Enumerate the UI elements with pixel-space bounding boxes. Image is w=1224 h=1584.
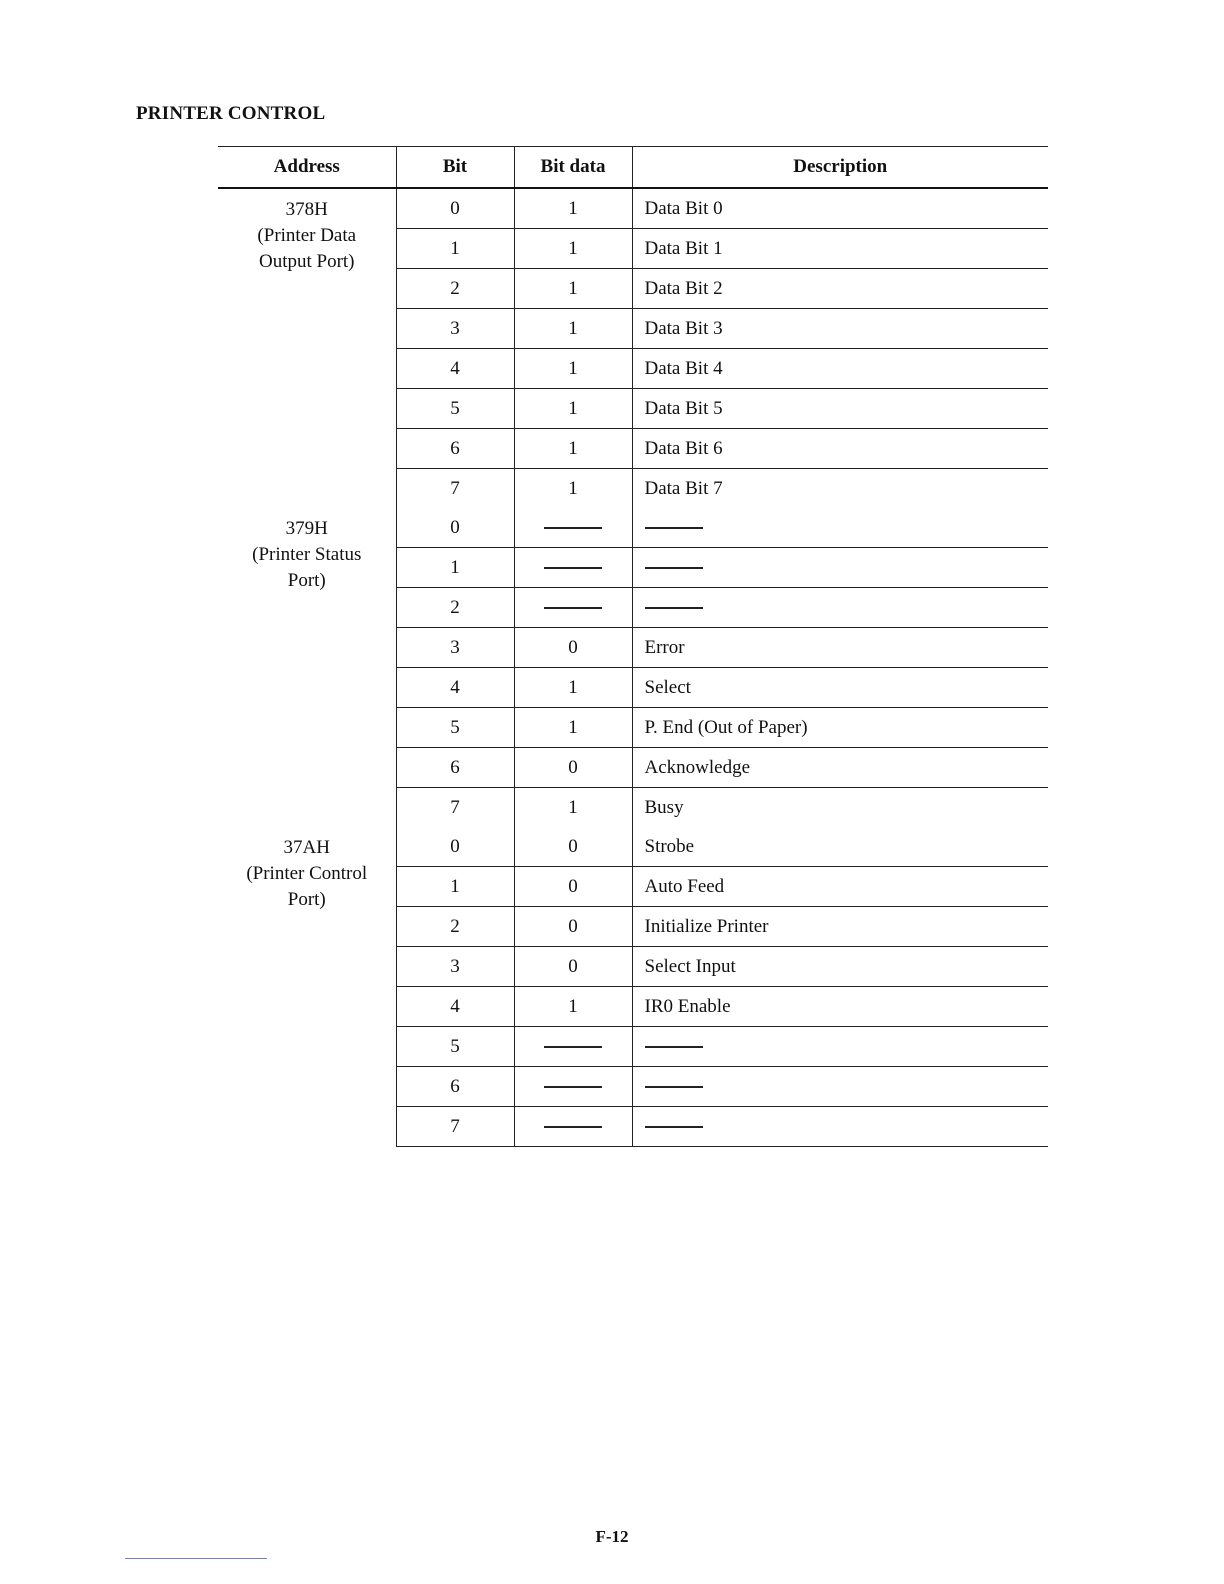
port-name: Port) [287, 889, 326, 910]
bit-data-cell: 1 [514, 229, 632, 269]
printer-control-table [218, 146, 1048, 1147]
bit-data-cell: 0 [514, 947, 632, 987]
bit-data-cell: 0 [514, 748, 632, 788]
description-cell: Busy [632, 788, 1048, 828]
description-cell: Select [632, 668, 1048, 708]
description-cell [632, 588, 1048, 628]
bit-cell: 1 [396, 548, 514, 588]
bit-cell: 3 [396, 947, 514, 987]
bit-data-cell: 1 [514, 668, 632, 708]
header-bit-data: Bit data [514, 147, 632, 189]
description-cell: Auto Feed [632, 867, 1048, 907]
port-address: 379H [285, 518, 328, 539]
bit-cell: 4 [396, 349, 514, 389]
bit-cell: 1 [396, 867, 514, 907]
bit-data-cell [514, 508, 632, 548]
description-cell: Data Bit 7 [632, 469, 1048, 509]
bit-cell: 4 [396, 987, 514, 1027]
table-row [218, 827, 1048, 867]
page-title: PRINTER CONTROL [136, 103, 326, 124]
bit-data-cell [514, 1027, 632, 1067]
bit-cell: 5 [396, 1027, 514, 1067]
bit-data-cell: 1 [514, 389, 632, 429]
bit-data-cell: 1 [514, 349, 632, 389]
group-37ah [218, 827, 1048, 1147]
bit-data-cell: 1 [514, 269, 632, 309]
bit-data-cell: 1 [514, 429, 632, 469]
bit-data-cell [514, 548, 632, 588]
bit-cell: 7 [396, 1107, 514, 1147]
port-name: Output Port) [258, 251, 355, 272]
port-address: 37AH [283, 837, 330, 858]
bit-cell: 5 [396, 389, 514, 429]
bit-cell: 1 [396, 229, 514, 269]
bit-data-cell: 1 [514, 309, 632, 349]
dash-placeholder [544, 1086, 602, 1088]
bit-cell: 4 [396, 668, 514, 708]
bit-cell: 0 [396, 827, 514, 867]
description-cell: Data Bit 4 [632, 349, 1048, 389]
bit-cell: 2 [396, 588, 514, 628]
dash-placeholder [645, 1046, 703, 1048]
dash-placeholder [544, 607, 602, 609]
bit-cell: 2 [396, 907, 514, 947]
description-cell: IR0 Enable [632, 987, 1048, 1027]
bit-cell: 7 [396, 788, 514, 828]
bit-data-cell [514, 1067, 632, 1107]
description-cell: Strobe [632, 827, 1048, 867]
dash-placeholder [544, 1126, 602, 1128]
bit-data-cell: 1 [514, 788, 632, 828]
bit-cell: 5 [396, 708, 514, 748]
description-cell [632, 1067, 1048, 1107]
bit-data-cell: 0 [514, 827, 632, 867]
table-row [218, 508, 1048, 548]
port-name: Port) [287, 570, 326, 591]
description-cell: Select Input [632, 947, 1048, 987]
footer-rule [125, 1558, 267, 1559]
dash-placeholder [544, 1046, 602, 1048]
dash-placeholder [544, 527, 602, 529]
table-header-row [218, 147, 1048, 189]
description-cell: Data Bit 0 [632, 188, 1048, 229]
bit-cell: 3 [396, 628, 514, 668]
bit-data-cell: 1 [514, 708, 632, 748]
bit-cell: 6 [396, 748, 514, 788]
dash-placeholder [645, 607, 703, 609]
bit-cell: 7 [396, 469, 514, 509]
description-cell: Initialize Printer [632, 907, 1048, 947]
description-cell: Data Bit 3 [632, 309, 1048, 349]
description-cell: Data Bit 2 [632, 269, 1048, 309]
description-cell [632, 1107, 1048, 1147]
bit-cell: 3 [396, 309, 514, 349]
address-cell [218, 188, 396, 508]
bit-cell: 6 [396, 429, 514, 469]
description-cell: Data Bit 6 [632, 429, 1048, 469]
port-address: 378H [285, 199, 328, 220]
dash-placeholder [645, 527, 703, 529]
bit-cell: 0 [396, 508, 514, 548]
port-name: (Printer Data [257, 225, 357, 246]
bit-data-cell: 0 [514, 867, 632, 907]
group-378h [218, 188, 1048, 508]
description-cell: Acknowledge [632, 748, 1048, 788]
bit-data-cell: 1 [514, 987, 632, 1027]
description-cell: Data Bit 5 [632, 389, 1048, 429]
bit-data-cell: 0 [514, 628, 632, 668]
dash-placeholder [645, 567, 703, 569]
group-379h [218, 508, 1048, 827]
address-cell [218, 508, 396, 827]
dash-placeholder [645, 1086, 703, 1088]
port-name: (Printer Control [246, 863, 368, 884]
bit-data-cell: 1 [514, 469, 632, 509]
bit-cell: 0 [396, 188, 514, 229]
bit-cell: 6 [396, 1067, 514, 1107]
bit-data-cell: 1 [514, 188, 632, 229]
header-address: Address [218, 147, 396, 189]
description-cell: Data Bit 1 [632, 229, 1048, 269]
bit-cell: 2 [396, 269, 514, 309]
address-cell [218, 827, 396, 1147]
description-cell [632, 508, 1048, 548]
table-row [218, 188, 1048, 229]
bit-data-cell [514, 588, 632, 628]
bit-data-cell [514, 1107, 632, 1147]
description-cell [632, 548, 1048, 588]
bit-data-cell: 0 [514, 907, 632, 947]
description-cell: P. End (Out of Paper) [632, 708, 1048, 748]
header-description: Description [632, 147, 1048, 189]
port-name: (Printer Status [252, 544, 362, 565]
dash-placeholder [645, 1126, 703, 1128]
page-number: F-12 [595, 1527, 629, 1546]
description-cell: Error [632, 628, 1048, 668]
dash-placeholder [544, 567, 602, 569]
header-bit: Bit [396, 147, 514, 189]
description-cell [632, 1027, 1048, 1067]
